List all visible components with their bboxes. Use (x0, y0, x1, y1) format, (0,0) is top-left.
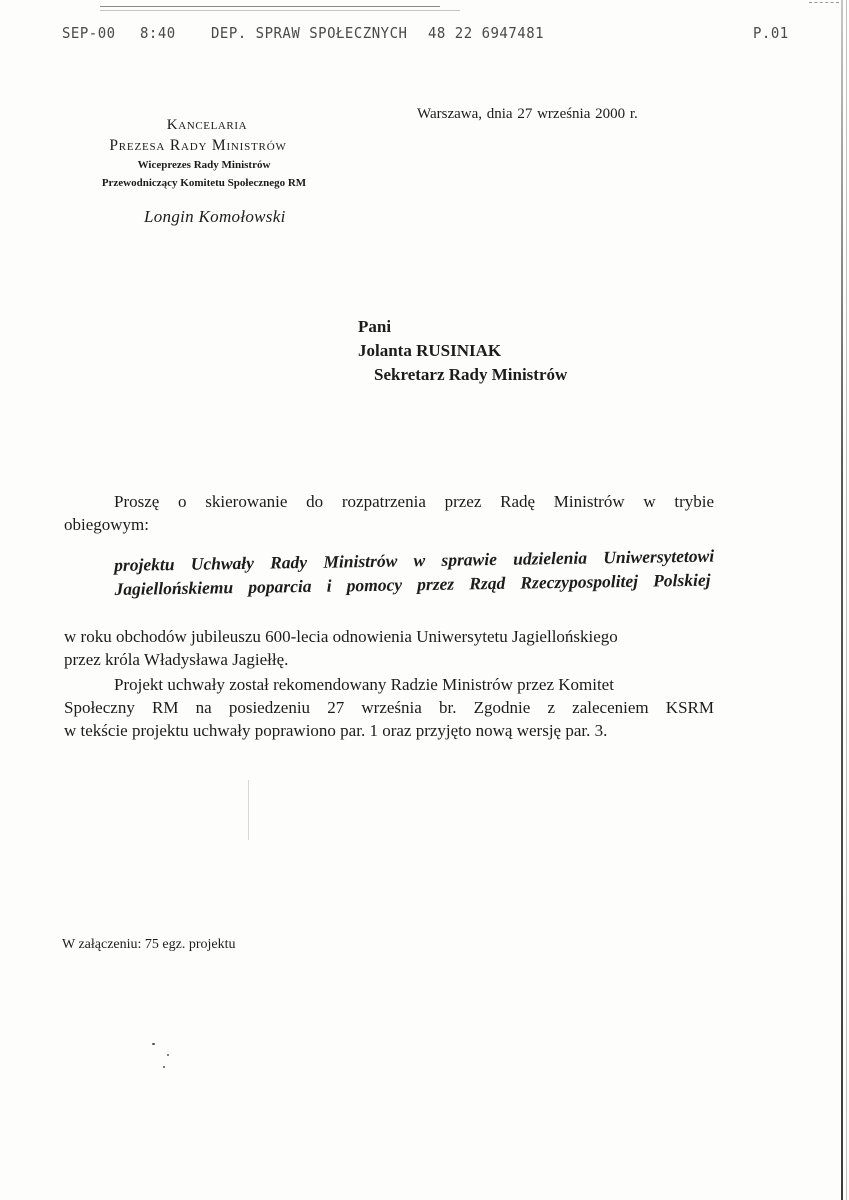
letterhead (50, 116, 350, 190)
body-line: przez króla Władysława Jagiełłę. (64, 650, 289, 669)
body-paragraph-recommendation (64, 673, 714, 742)
quote-line: projektu Uchwały Rady Ministrów w sprawie udzielenia Uniwersytetowi (114, 545, 715, 575)
scan-stray-mark (248, 780, 249, 840)
fax-date: SEP-00 (62, 25, 116, 43)
scan-top-rule (100, 6, 440, 7)
addressee-name: Jolanta RUSINIAK (358, 341, 502, 360)
signatory-name: Longin Komołowski (144, 207, 286, 226)
fax-header (0, 25, 849, 48)
body-paragraph-occasion (64, 625, 714, 671)
letterhead-position: Wiceprezes Rady Ministrów (137, 159, 271, 171)
letterhead-office: Kancelaria (166, 117, 248, 133)
fax-time: 8:40 (140, 25, 176, 43)
attachment-note: W załączeniu: 75 egz. projektu (62, 937, 236, 952)
body-line: Projekt uchwały został rekomendowany Radzie Ministrów przez Komitet (114, 675, 614, 694)
fax-sender: DEP. SPRAW SPOŁECZNYCH (211, 25, 408, 43)
body-line: w tekście projektu uchwały poprawiono par. 1 oraz przyjęto nową wersję par. 3. (64, 721, 608, 740)
scan-right-edge-faint (846, 0, 847, 1200)
body-line: Społeczny RM na posiedzeniu 27 września br. Zgodnie z zaleceniem KSRM (64, 698, 714, 717)
letterhead-committee: Przewodniczący Komitetu Społecznego RM (101, 177, 307, 189)
letterhead-office-of: Prezesa Rady Ministrów (109, 137, 287, 154)
body-line: obiegowym: (64, 515, 149, 534)
scan-right-edge (841, 0, 843, 1200)
resolution-title-quote (114, 544, 715, 601)
place-and-date: Warszawa, dnia 27 września 2000 r. (417, 106, 638, 122)
body-line: Proszę o skierowanie do rozpatrzenia przez Radę Ministrów w trybie (114, 492, 714, 511)
scan-speck (167, 1054, 169, 1056)
fax-page-number: P.01 (753, 25, 789, 43)
scan-corner-mark (809, 2, 839, 6)
body-paragraph-request (64, 490, 714, 536)
addressee-title: Sekretarz Rady Ministrów (374, 365, 568, 384)
addressee-salutation: Pani (358, 317, 392, 336)
body-line: w roku obchodów jubileuszu 600-lecia odnowienia Uniwersytetu Jagiellońskiego (64, 627, 618, 646)
addressee-block (358, 315, 567, 387)
fax-number: 48 22 6947481 (428, 25, 545, 43)
scan-speck (152, 1043, 155, 1045)
scan-top-rule-faint (100, 10, 460, 11)
quote-line: Jagiellońskiemu poparcia i pomocy przez Rząd Rzeczypospolitej Polskiej (114, 569, 711, 599)
scan-speck (163, 1066, 165, 1068)
